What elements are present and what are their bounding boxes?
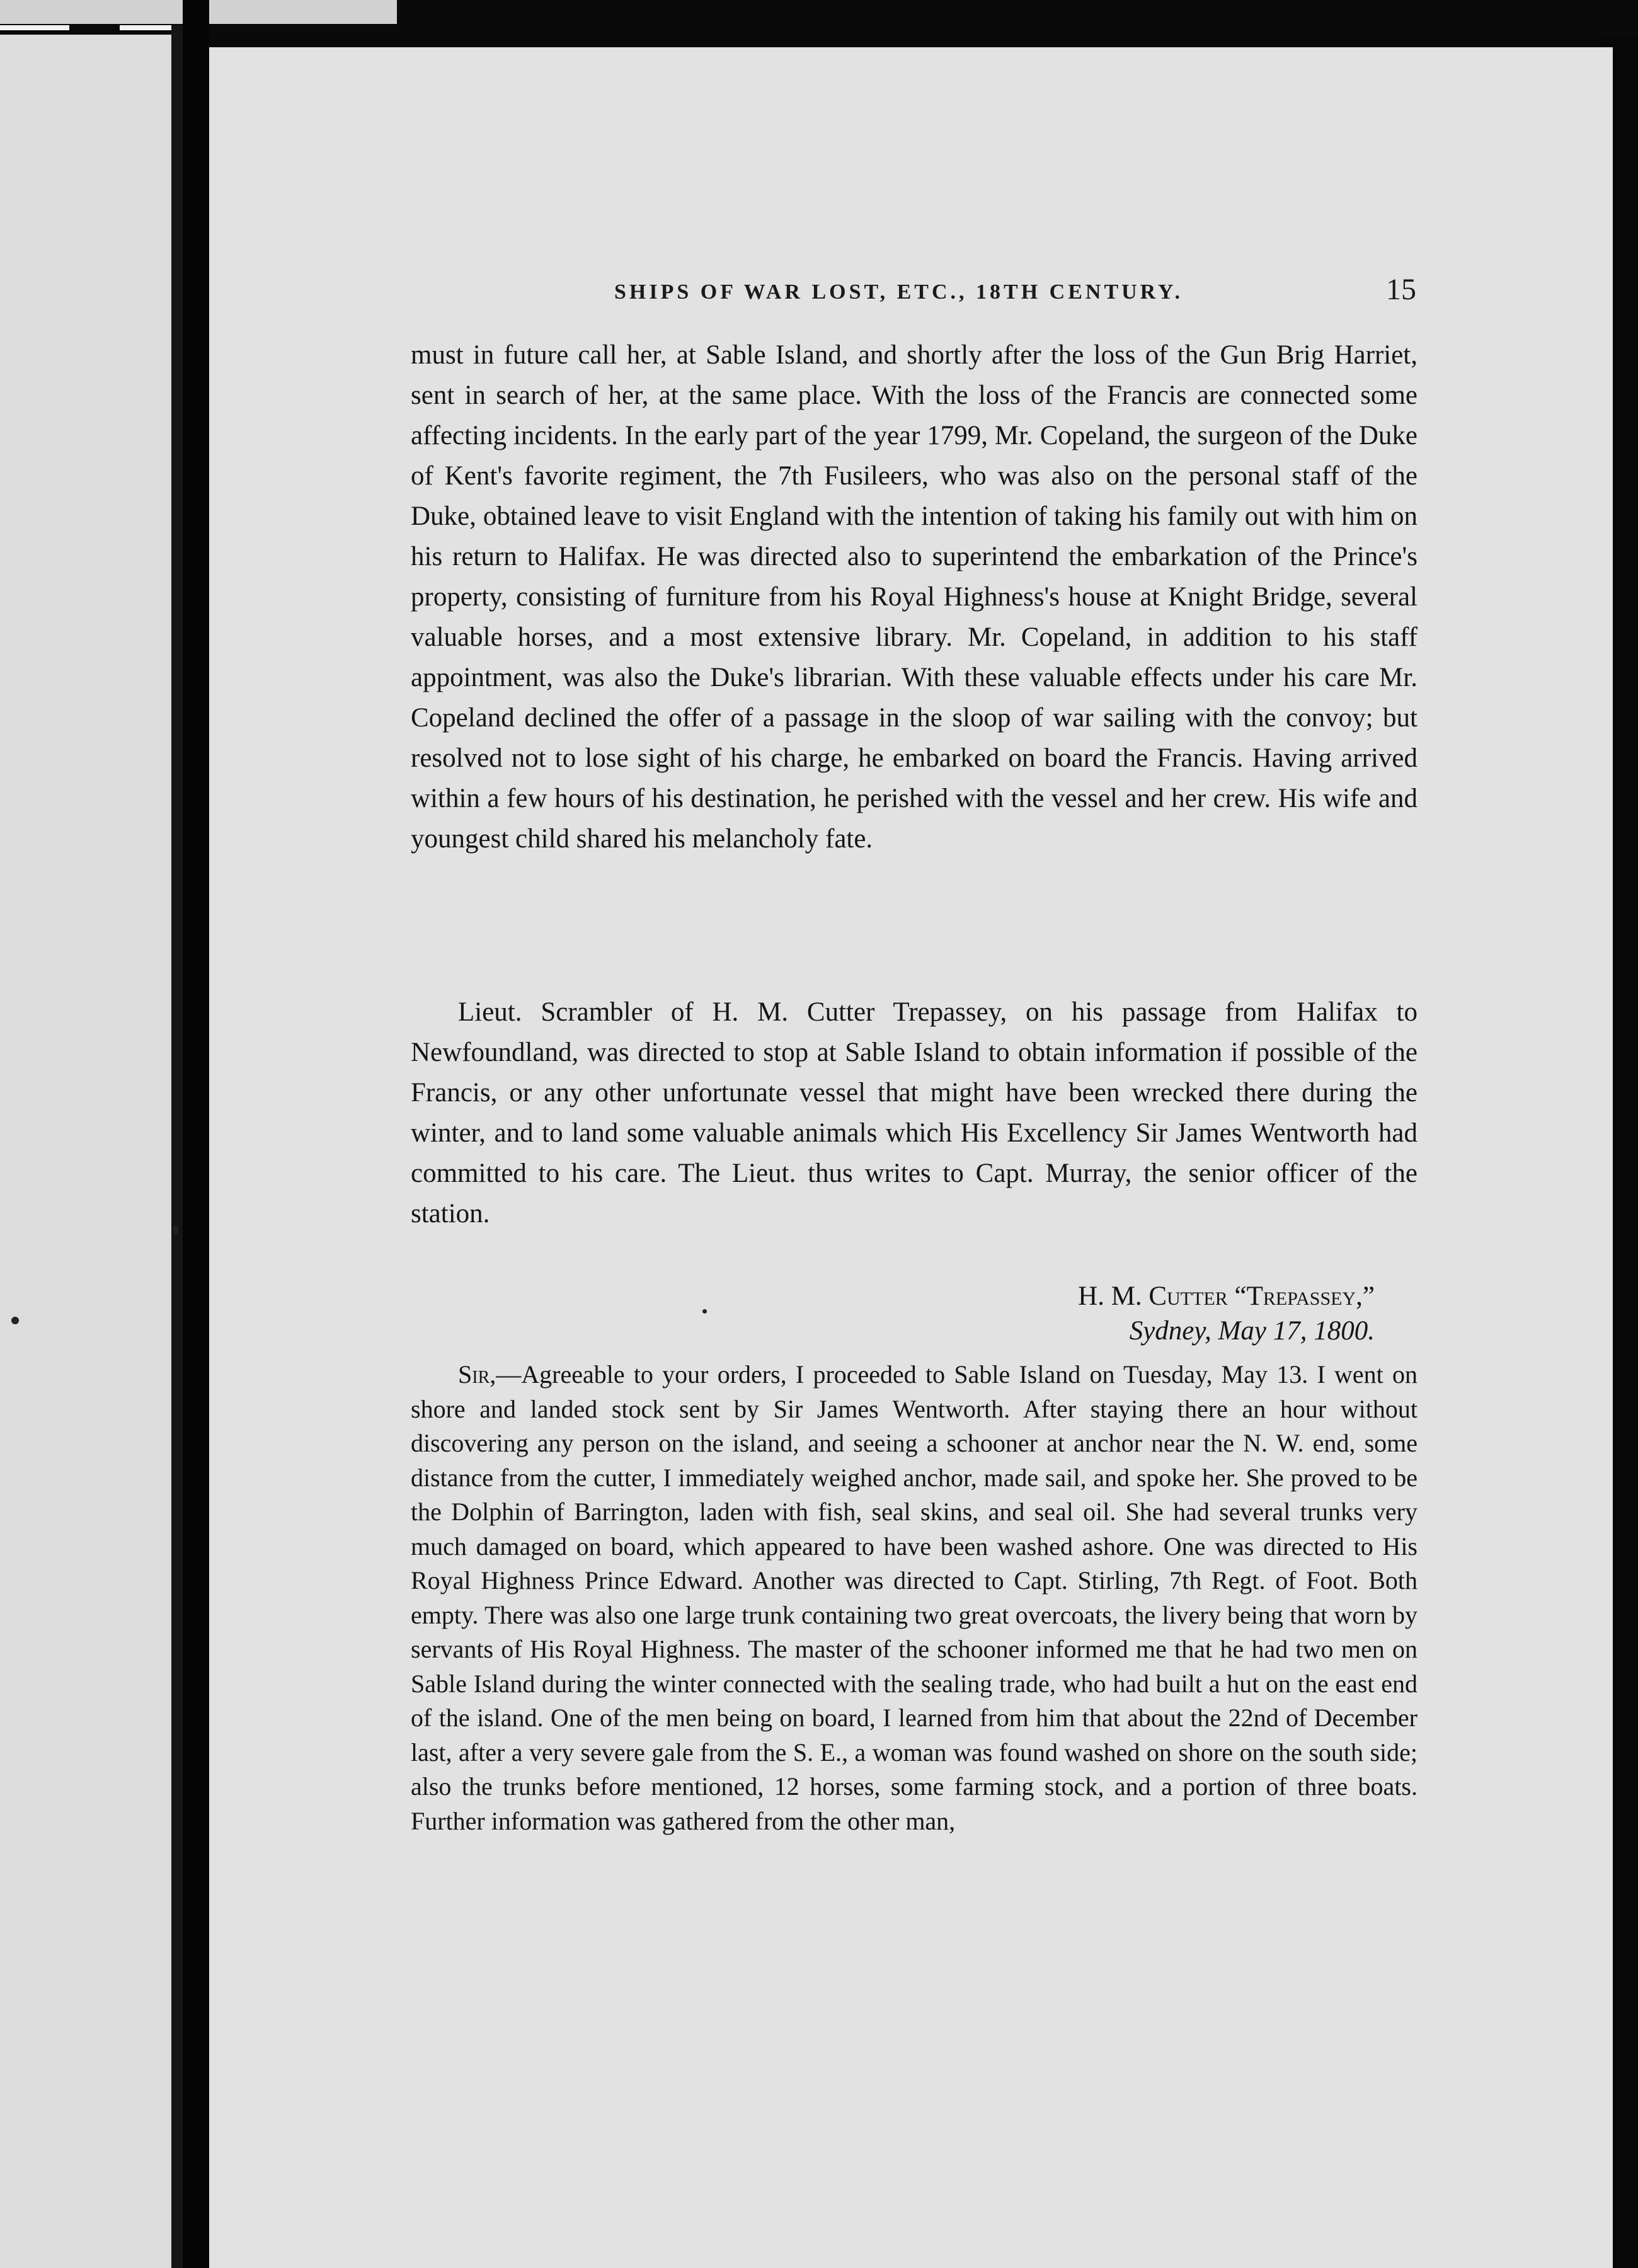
letter-heading-text: H. M. Cutter “Trepassey,”	[1078, 1281, 1375, 1311]
letter-salutation: Sir,	[458, 1360, 496, 1389]
scan-speck	[11, 1317, 19, 1324]
left-page-edge	[171, 25, 183, 2268]
scan-speck	[173, 1225, 178, 1234]
paragraph-2	[411, 992, 1418, 1234]
letter-dateline-text: Sydney, May 17, 1800.	[1129, 1316, 1375, 1346]
scan-corner-mark	[0, 25, 69, 30]
letter-dateline	[411, 1314, 1375, 1349]
running-head: SHIPS OF WAR LOST, ETC., 18TH CENTURY.	[614, 280, 1183, 304]
paragraph-2-text: Lieut. Scrambler of H. M. Cutter Trepassey, on his passage from Halifax to Newfoundland, was directed to stop at Sable Island to obtain information if possible of the Francis, or any other unfortunate vessel that might have been wrecked there during the winter, and to land some valuable animals which His Excellency Sir James Wentworth had committed to his care. The Lieut. thus writes to Capt. Murray, the senior officer of the station.	[411, 997, 1418, 1228]
scan-speck	[702, 1309, 707, 1314]
left-page-fragment	[0, 35, 183, 2268]
paragraph-1-text: must in future call her, at Sable Island, and shortly after the loss of the Gun Brig Harriet, sent in search of her, at the same place. With the loss of the Francis are connected some affecting incidents. In the early part of the year 1799, Mr. Copeland, the surgeon of the Duke of Kent's favorite regiment, the 7th Fusileers, who was also on the personal staff of the Duke, obtained leave to visit England with the intention of taking his family out with him on his return to Halifax. He was directed also to superintend the embarkation of the Prince's property, consisting of furniture from his Royal Highness's house at Knight Bridge, several valuable horses, and a most extensive library. Mr. Copeland, in addition to his staff appointment, was also the Duke's librarian. With these valuable effects under his care Mr. Copeland declined the offer of a passage in the sloop of war sailing with the convoy; but resolved not to lose sight of his charge, he embarked on board the Francis. Having arrived within a few hours of his destination, he perished with the vessel and her crew. His wife and youngest child shared his melancholy fate.	[411, 340, 1418, 854]
paragraph-1	[411, 335, 1418, 859]
letter-body	[411, 1358, 1418, 1838]
gutter-shadow	[183, 0, 209, 2268]
letter-body-content: —Agreeable to your orders, I proceeded to Sable Island on Tuesday, May 13. I went on shore and landed stock sent by Sir James Wentworth. After staying there an hour without discovering any person on the island, and seeing a schooner at anchor near the N. W. end, some distance from the cutter, I immediately weighed anchor, made sail, and spoke her. She proved to be the Dolphin of Barrington, laden with fish, seal skins, and seal oil. She had several trunks very much damaged on board, which appeared to have been washed ashore. One was directed to His Royal Highness Prince Edward. Another was directed to Capt. Stirling, 7th Regt. of Foot. Both empty. There was also one large trunk containing two great overcoats, the livery being that worn by servants of His Royal Highness. The master of the schooner informed me that he had two men on Sable Island during the winter connected with the sealing trade, who had built a hut on the east end of the island. One of the men being on board, I learned from him that about the 22nd of December last, after a very severe gale from the S. E., a woman was found washed on shore on the south side; also the trunks before mentioned, 12 horses, some farming stock, and a portion of three boats. Further information was gathered from the other man,	[411, 1360, 1418, 1835]
letter-body-text	[411, 1358, 1418, 1838]
page-number: 15	[1386, 273, 1416, 306]
letter-heading	[411, 1279, 1375, 1314]
